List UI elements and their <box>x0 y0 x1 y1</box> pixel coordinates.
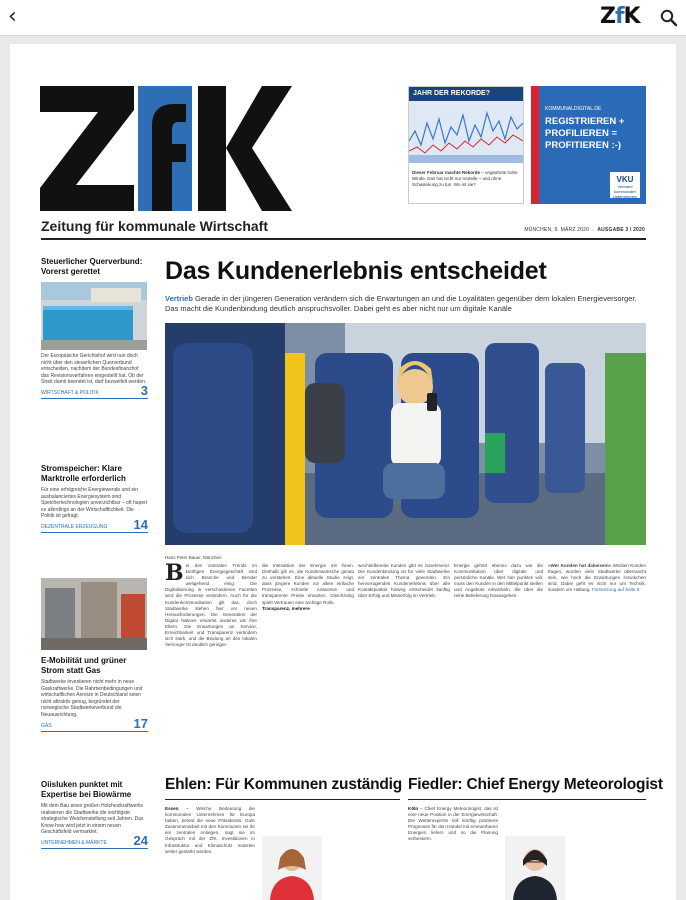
ad-slogan-line-1: REGISTRIEREN + <box>545 116 625 127</box>
teaser-section[interactable] <box>41 516 148 533</box>
teaser-section[interactable] <box>41 382 148 399</box>
story-fiedler-body: Chief Energy Meteorologist, das ist eine neue Position in der Energiewirtschaft. Die Wetterexpertin soll künftig präzisere Prognosen für den Handel mit erneuerbaren Energien liefern und so die Planung verbessern. <box>408 806 498 842</box>
lead-column-2 <box>262 563 354 768</box>
lead-column-5 <box>548 563 646 593</box>
teaser-text: Für eine erfolgreiche Energiewende und ein ausbalanciertes Energiesystem sind Speichertechnologien unverzichtbar – oft hapert es allerdings an der Wirtschaftlichkeit. Die Politik ist gefragt. <box>41 487 148 520</box>
lead-column-4-text: Energie gehört ebenso dazu wie die Kommunikation über digitale und persönliche Kanäle. Wer hier punkten will, muss den Kunden in den Mittelpunkt stellen und Angebote entwickeln, die über die reine Belieferung hinausgehen. <box>454 563 543 599</box>
teaser-section-label: GAS <box>41 722 52 729</box>
masthead-rule <box>41 238 646 240</box>
lead-column-1 <box>165 563 257 768</box>
teaser-text: Der Europäische Gerichtshof wird nun doch nicht über den steuerlichen Querverbund entscheiden, nachdem der Bundesfinanzhof das Revisionsverfahren eingestellt hat. Ob der Streit damit beendet ist, darf bezweifelt werden. <box>41 353 147 386</box>
newspaper-page[interactable] <box>10 44 676 900</box>
lead-column-2-text: die Interaktion der Energie mit ihnen. Deshalb gilt es, die Kundenwünsche genau zu verstehen. Eine aktuelle Studie zeigt, dass jüngere Kunden vor allem einfache Prozesse, schnelle Antworten und transparente Preise erwarten. Gleichzeitig spielt Vertrauen eine wichtige Rolle. <box>262 563 354 605</box>
lead-photo-train-passenger <box>165 323 646 545</box>
ad-teaser-record-year[interactable] <box>408 86 524 204</box>
lead-dek-text: Gerade in der jüngeren Generation verändern sich die Erwartungen an und die Loyalitäten gegenüber dem lokalen Energieversorger. Das macht die Kundenbindung deutlich anspruchsvoller. Dabei geht es aber nicht nur um digitale Kanäle <box>165 294 637 313</box>
lead-credit: Hans Peter Bauer, München <box>165 555 222 560</box>
ad-teaser-caption-lead: Dieser Februar machte Rekorde <box>412 170 481 175</box>
lead-aside-sub: »Wer Kunden hat dabeisein« <box>548 563 612 568</box>
ad-teaser-caption <box>409 168 523 190</box>
app-logo-z: Z <box>600 4 615 29</box>
story-ehlen-kicker: Essen <box>165 806 179 811</box>
continuation-link[interactable]: Fortsetzung auf Seite 6 <box>591 587 640 593</box>
app-logo <box>600 5 640 29</box>
teaser-title: Steuerlicher Querverbund: Vorerst gerettet <box>41 257 143 276</box>
ad-kommunaldigital[interactable] <box>531 86 646 204</box>
teaser-title: E-Mobilität und grüner Strom statt Gas <box>41 656 127 675</box>
teaser-title: Stromspeicher: Klare Marktrolle erforderlich <box>41 464 126 483</box>
lead-kicker: Vertrieb <box>165 294 193 303</box>
teaser-page: 14 <box>133 516 148 532</box>
story-fiedler-headline[interactable]: Fiedler: Chief Energy Meteorologist <box>408 776 663 793</box>
story-ehlen-text: Essen – Welche Bedeutung die kommunalen Unternehmen für Europa haben, betont die neue Präsidentin. Gute Zusammenarbeit mit den Kommunen sei ihr ein zentrales Anliegen, sagt sie im Gespräch mit der ZfK. Investitionen in Infrastruktur und Klimaschutz müssten weiter gestärkt werden. <box>165 806 255 854</box>
search-icon[interactable] <box>660 9 678 27</box>
teaser-text: Mit dem Bau eines großen Holzheizkraftwerks realisieren die Stadtwerke die wichtigste strategische Weichenstellung seit Jahren. Das Know-how wird jetzt in einem neuen Geschäftsfeld vermarktet. <box>41 803 144 836</box>
portrait-fiedler <box>505 836 565 900</box>
sidebar-teaser-1[interactable] <box>41 257 148 399</box>
teaser-section[interactable] <box>41 832 148 849</box>
story-fiedler-rule <box>408 799 646 800</box>
ad-slogan-line-3: PROFITIEREN :-) <box>545 140 621 151</box>
story-ehlen-body: Welche Bedeutung die kommunalen Unternehmen für Europa haben, betont die neue Präsidentin. Gute Zusammenarbeit mit den Kommunen sei ihr ein zentrales Anliegen, sagt sie im Gespräch mit der ZfK. Investitionen in Infrastruktur und Klimaschutz müssten weiter gestärkt werden. <box>165 806 255 854</box>
ad-slogan-line-2: PROFILIEREN = <box>545 128 618 139</box>
teaser-title: Oiisluken punktet mit Expertise bei Biowärme <box>41 780 132 799</box>
masthead-subtitle: Zeitung für kommunale Wirtschaft <box>41 218 269 234</box>
teaser-page: 24 <box>133 832 148 848</box>
app-logo-f: f <box>614 4 624 29</box>
teaser-section[interactable] <box>41 715 148 732</box>
chevron-left-icon[interactable]: ‹ <box>8 4 17 29</box>
teaser-text: Stadtwerke investieren nicht mehr in neue Gaskraftwerke. Die Rahmenbedingungen und wirtschaftlichen Anreize in Deutschland seien nicht attraktiv genug, begründet der norwegische Stadtwerkeverbund die Neuausrichtung. <box>41 679 143 718</box>
lead-dek <box>165 294 646 314</box>
ad-teaser-title: JAHR DER REKORDE? <box>409 87 523 101</box>
story-fiedler-text: Köln – Chief Energy Meteorologist, das ist eine neue Position in der Energiewirtschaft. Die Wetterexpertin soll künftig präzisere Prognosen für den Handel mit erneuerbaren Energien liefern und so die Planung verbessern. <box>408 806 498 842</box>
sidebar-teaser-4[interactable] <box>41 780 148 849</box>
story-ehlen-headline[interactable]: Ehlen: Für Kommunen zuständig <box>165 776 403 793</box>
vku-logo <box>610 172 640 198</box>
app-logo-k: K <box>623 4 640 29</box>
story-ehlen-rule <box>165 799 400 800</box>
lead-column-1-text: ei den zentralen Trends im künftigen Energiegeschäft sind sich Branche und Berater weitgehend einig: Die Digitalisierung in verschiedenen Facetten wird die Prozesse verändern. Auch für die Kundenkommunikation gilt das, doch Stadtwerke stehen hier vor neuen Herausforderungen. Die Generation der Digital Natives erwartet anderes als ihre Eltern. Die Erwartungen an Service, Erreichbarkeit und Transparenz verändern sich stark, und die Bindung an den lokalen Versorger ist deutlich geringer. <box>165 563 257 648</box>
dropcap: B <box>165 563 184 586</box>
lead-headline[interactable]: Das Kundenerlebnis entscheidet <box>165 257 547 285</box>
zfk-masthead-logo <box>40 86 292 211</box>
teaser-page: 3 <box>140 382 148 398</box>
ad-teaser-chart-graphic <box>409 101 523 163</box>
masthead-dateline: MÜNCHEN, 9. MÄRZ 2020 · AUSGABE 3 / 2020 <box>524 227 645 233</box>
vku-logo-sub: Verband kommunaler Unternehmen <box>612 184 638 199</box>
lead-column-4 <box>454 563 543 768</box>
teaser-section-label: DEZENTRALE ERZEUGUNG <box>41 523 108 530</box>
lead-column-3 <box>358 563 450 768</box>
teaser-section-label: UNTERNEHMEN & MÄRKTE <box>41 839 107 846</box>
sidebar-teaser-2[interactable] <box>41 464 148 533</box>
issue-date: MÜNCHEN, 9. MÄRZ 2020 <box>524 227 590 233</box>
ad-slogan <box>531 112 646 152</box>
ad-teaser-caption-text: – ungeahnte hohe Winde. Das hat nicht nur Vorteile – und ohne Schwankung zu tun. Wo ist sie? <box>412 170 518 187</box>
app-topbar <box>0 0 686 36</box>
teaser-page: 17 <box>133 715 148 731</box>
sidebar-teaser-3[interactable] <box>41 578 148 732</box>
ad-small-url: KOMMUNALDIGITAL.DE <box>545 106 602 112</box>
teaser-section-label: WIRTSCHAFT & POLITIK <box>41 389 99 396</box>
lead-aside-text: Würden Kunden fragen, würden viele Stadtwerke überrascht sein, wie hoch die Erwartungen inzwischen sind. Dabei geht es nicht nur um Technik, sondern um Haltung. <box>548 563 646 593</box>
issue-number: AUSGABE 3 / 2020 <box>597 227 645 233</box>
lead-column-2-sub: Transparenz, mehrere <box>262 605 310 611</box>
vku-logo-text: VKU <box>616 175 634 184</box>
pool-photo <box>41 282 147 350</box>
powerplant-photo <box>41 578 147 650</box>
story-fiedler-kicker: Köln <box>408 806 419 811</box>
portrait-ehlen <box>262 836 322 900</box>
lead-column-3-text: wechselbereite Kunden gibt es zunehmend. Die Kundenbindung ist für viele Stadtwerke ein zentrales Thema geworden. Ein hervorragendes Kundenerlebnis über alle Kontaktpunkte hinweg entscheidet künftig über Erfolg und Misserfolg im Vertrieb. <box>358 563 450 599</box>
ad-red-stripe <box>531 86 539 204</box>
